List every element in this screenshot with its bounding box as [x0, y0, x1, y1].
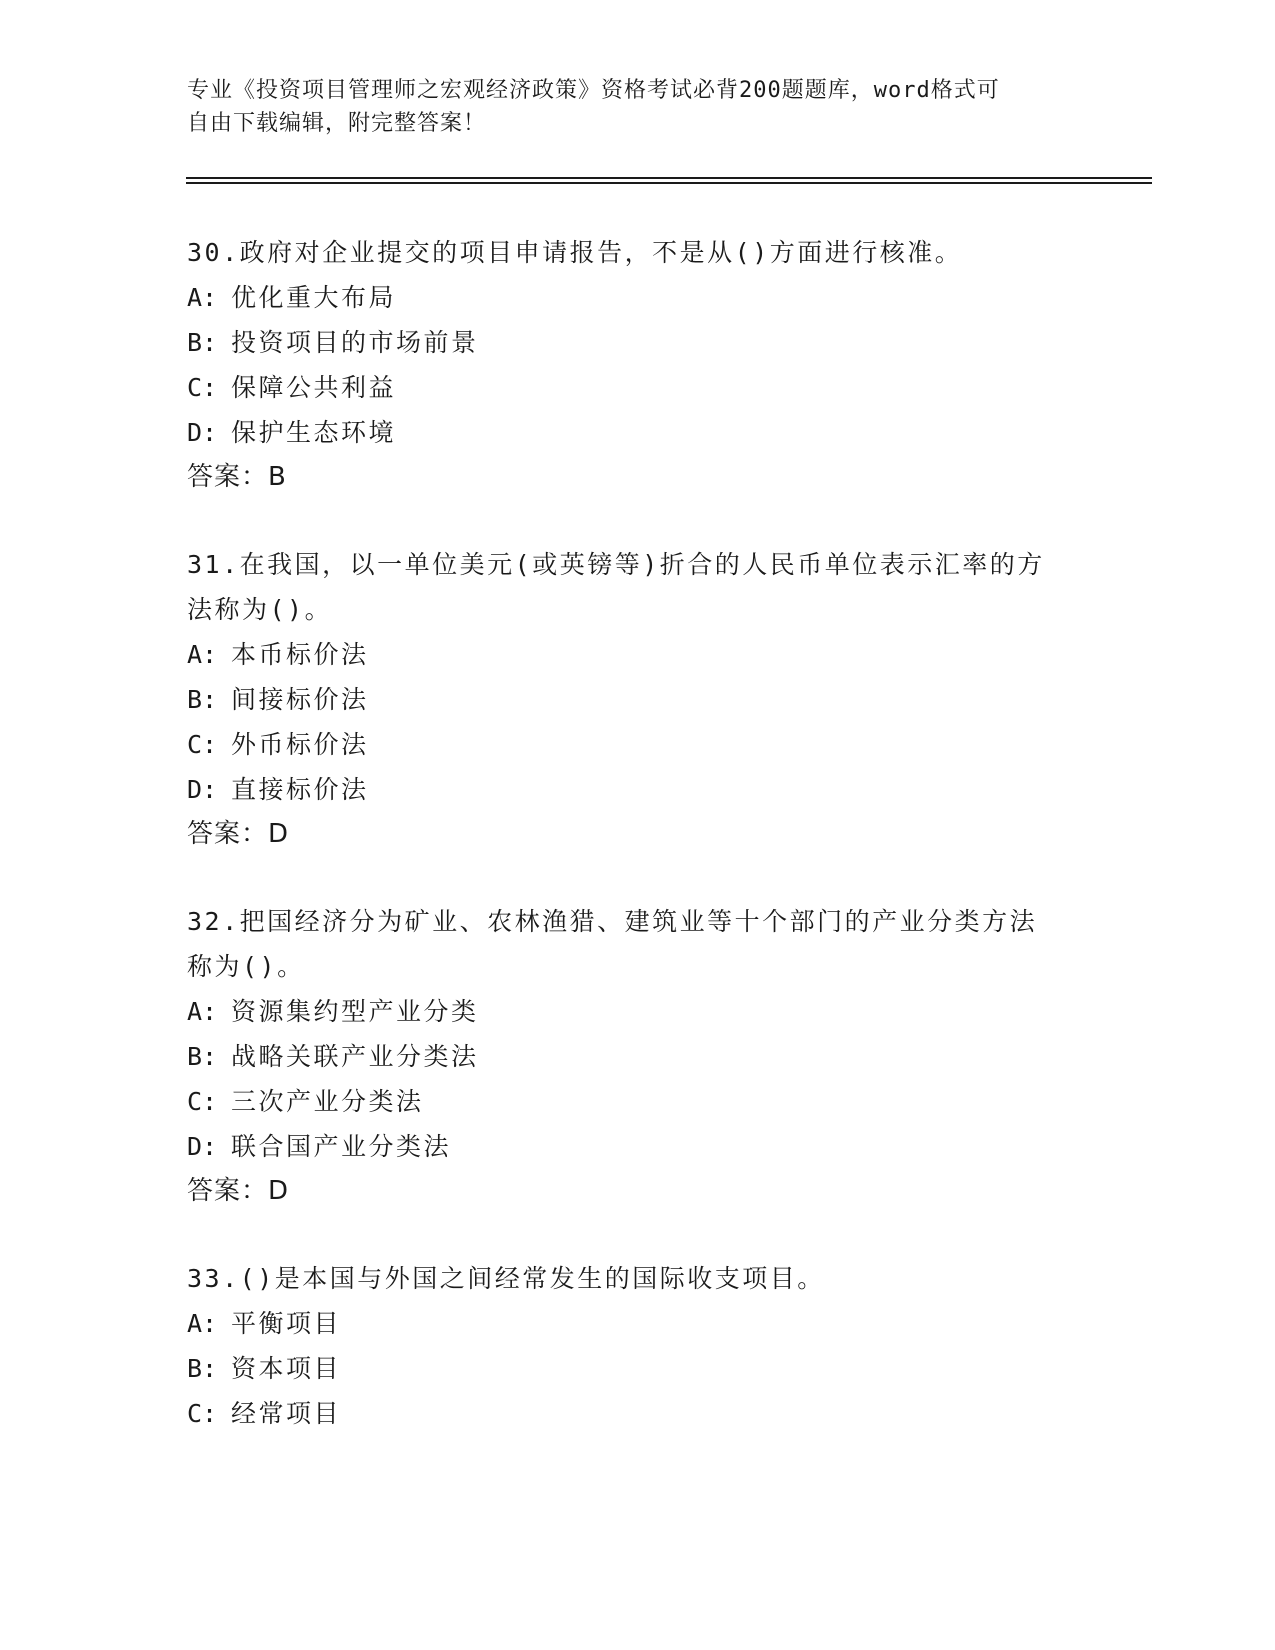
option-text: 战略关联产业分类法	[231, 1042, 479, 1071]
option-a	[187, 989, 1087, 1034]
option-text: 资本项目	[231, 1354, 342, 1383]
option-text: 本币标价法	[231, 640, 369, 669]
option-b	[187, 1034, 1087, 1079]
option-letter: C:	[187, 373, 218, 402]
option-letter: A:	[187, 640, 218, 669]
option-letter: D:	[187, 1132, 218, 1161]
option-letter: B:	[187, 685, 218, 714]
option-d	[187, 410, 1087, 455]
header-line-2: 自由下载编辑，附完整答案！	[187, 111, 487, 136]
option-text: 平衡项目	[231, 1309, 342, 1338]
option-b	[187, 677, 1087, 722]
option-text: 保护生态环境	[231, 418, 397, 447]
option-d	[187, 1124, 1087, 1169]
question-text-continued: 称为()。	[187, 952, 305, 981]
option-a	[187, 275, 1087, 320]
option-text: 经常项目	[231, 1399, 342, 1428]
question-text: 31.在我国，以一单位美元(或英镑等)折合的人民币单位表示汇率的方	[187, 550, 1045, 579]
option-a	[187, 1301, 1087, 1346]
question-text: 33.()是本国与外国之间经常发生的国际收支项目。	[187, 1264, 825, 1293]
option-text: 直接标价法	[231, 775, 369, 804]
answer-line: 答案：B	[187, 462, 287, 492]
option-letter: A:	[187, 1309, 218, 1338]
answer-line: 答案：D	[187, 819, 290, 849]
option-text: 资源集约型产业分类	[231, 997, 479, 1026]
option-c	[187, 722, 1087, 767]
option-text: 间接标价法	[231, 685, 369, 714]
question-list	[187, 230, 1087, 1478]
option-letter: D:	[187, 418, 218, 447]
question-30	[187, 230, 1087, 500]
option-letter: C:	[187, 730, 218, 759]
option-c	[187, 1391, 1087, 1436]
option-letter: A:	[187, 283, 218, 312]
option-letter: C:	[187, 1399, 218, 1428]
option-letter: C:	[187, 1087, 218, 1116]
option-a	[187, 632, 1087, 677]
option-text: 外币标价法	[231, 730, 369, 759]
option-d	[187, 767, 1087, 812]
answer-line: 答案：D	[187, 1176, 290, 1206]
question-text: 32.把国经济分为矿业、农林渔猎、建筑业等十个部门的产业分类方法	[187, 907, 1038, 936]
header-line-1: 专业《投资项目管理师之宏观经济政策》资格考试必背200题题库，word格式可	[187, 78, 1000, 103]
header-divider-top	[186, 177, 1152, 179]
option-c	[187, 365, 1087, 410]
question-text: 30.政府对企业提交的项目申请报告，不是从()方面进行核准。	[187, 238, 963, 267]
option-c	[187, 1079, 1087, 1124]
option-letter: B:	[187, 1354, 218, 1383]
option-b	[187, 1346, 1087, 1391]
option-text: 联合国产业分类法	[231, 1132, 452, 1161]
question-32	[187, 899, 1087, 1214]
option-letter: D:	[187, 775, 218, 804]
option-text: 投资项目的市场前景	[231, 328, 479, 357]
option-letter: B:	[187, 1042, 218, 1071]
option-b	[187, 320, 1087, 365]
option-letter: A:	[187, 997, 218, 1026]
document-header	[187, 74, 1067, 140]
option-text: 保障公共利益	[231, 373, 397, 402]
header-divider-bottom	[186, 182, 1152, 184]
question-text-continued: 法称为()。	[187, 595, 333, 624]
question-31	[187, 542, 1087, 857]
option-text: 三次产业分类法	[231, 1087, 424, 1116]
question-33	[187, 1256, 1087, 1436]
option-text: 优化重大布局	[231, 283, 397, 312]
option-letter: B:	[187, 328, 218, 357]
